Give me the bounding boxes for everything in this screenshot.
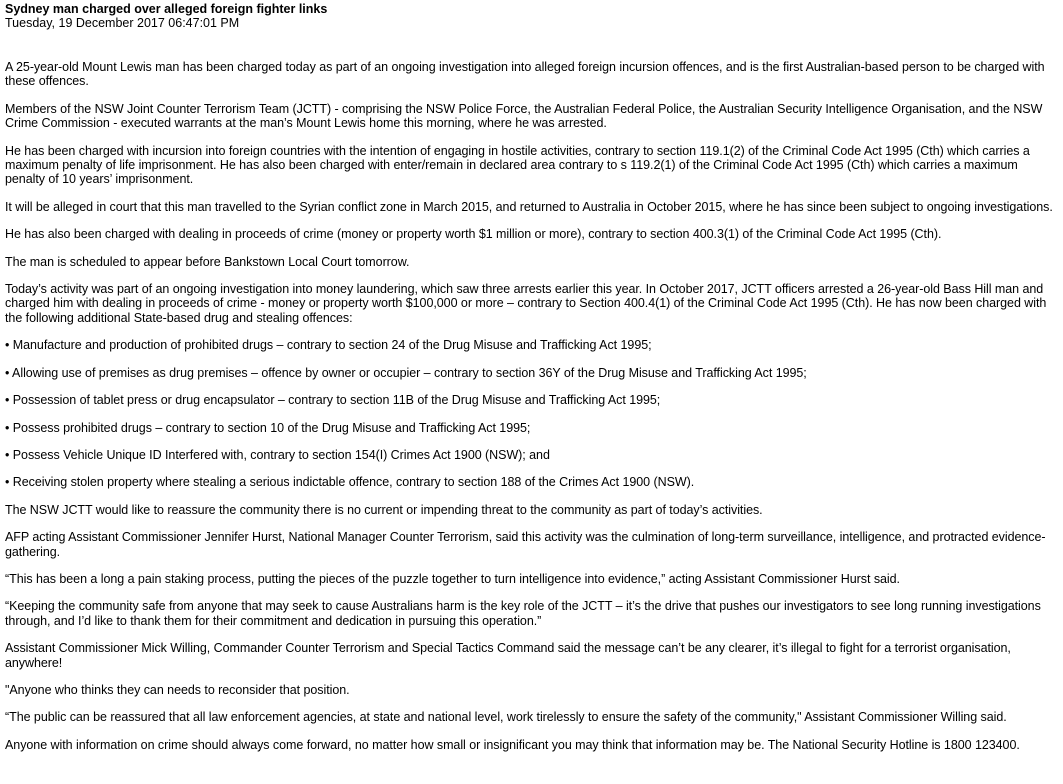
bullet-item: • Possession of tablet press or drug encapsulator – contrary to section 11B of the Drug Misuse and Trafficking Act 1995; bbox=[5, 393, 661, 408]
paragraph: Today’s activity was part of an ongoing investigation into money laundering, which saw three arrests earlier this year. In October 2017, JCTT officers arrested a 26-year-old Bass Hill man and charged him with dealing in proceeds of crime - money or property worth $100,000 or more – contrary to Section 400.4(1) of the Criminal Code Act 1995 (Cth). He has now been charged with the following additional State-based drug and stealing offences: bbox=[5, 282, 1047, 325]
paragraph: The NSW JCTT would like to reassure the community there is no current or impending threat to the community as part of today’s activities. bbox=[5, 502, 763, 517]
article-title: Sydney man charged over alleged foreign fighter links bbox=[5, 2, 328, 16]
paragraph: Anyone with information on crime should always come forward, no matter how small or insignificant you may think that information may be. The National Security Hotline is 1800 123400. bbox=[5, 737, 1020, 752]
paragraph: It will be alleged in court that this man travelled to the Syrian conflict zone in March 2015, and returned to Australia in October 2015, where he has since been subject to ongoing investigations. bbox=[5, 199, 1053, 214]
paragraph: He has also been charged with dealing in proceeds of crime (money or property worth $1 million or more), contrary to section 400.3(1) of the Criminal Code Act 1995 (Cth). bbox=[5, 227, 942, 242]
paragraph: Assistant Commissioner Mick Willing, Commander Counter Terrorism and Special Tactics Command said the message can’t be any clearer, it’s illegal to fight for a terrorist organisation, anywhere! bbox=[5, 641, 1011, 670]
quote-paragraph: "Anyone who thinks they can needs to reconsider that position. bbox=[5, 682, 350, 697]
article-date: Tuesday, 19 December 2017 06:47:01 PM bbox=[5, 16, 240, 30]
bullet-item: • Allowing use of premises as drug premises – offence by owner or occupier – contrary to section 36Y of the Drug Misuse and Trafficking Act 1995; bbox=[5, 365, 807, 380]
paragraph: The man is scheduled to appear before Bankstown Local Court tomorrow. bbox=[5, 254, 410, 269]
bullet-item: • Possess Vehicle Unique ID Interfered with, contrary to section 154(I) Crimes Act 1900 (NSW); and bbox=[5, 447, 550, 462]
bullet-item: • Manufacture and production of prohibited drugs – contrary to section 24 of the Drug Misuse and Trafficking Act 1995; bbox=[5, 338, 652, 353]
quote-paragraph: “This has been a long a pain staking process, putting the pieces of the puzzle together to turn intelligence into evidence,” acting Assistant Commissioner Hurst said. bbox=[5, 571, 900, 586]
paragraph: He has been charged with incursion into foreign countries with the intention of engaging in hostile activities, contrary to section 119.1(2) of the Criminal Code Act 1995 (Cth) which carries a maximum penalty of life imprisonment. He has also been charged with enter/remain in declared area contrary to s 119.2(1) of the Criminal Code Act 1995 (Cth) which carries a maximum penalty of 10 years’ imprisonment. bbox=[5, 143, 1030, 187]
paragraph: AFP acting Assistant Commissioner Jennifer Hurst, National Manager Counter Terrorism, said this activity was the culmination of long-term surveillance, intelligence, and protracted evidence-gathering. bbox=[5, 530, 1046, 559]
paragraph: Members of the NSW Joint Counter Terrorism Team (JCTT) - comprising the NSW Police Force, the Australian Federal Police, the Australian Security Intelligence Organisation, and the NSW Crime Commission - executed warrants at the man’s Mount Lewis home this morning, where he was arrested. bbox=[5, 101, 1043, 131]
bullet-item: • Possess prohibited drugs – contrary to section 10 of the Drug Misuse and Trafficking Act 1995; bbox=[5, 420, 531, 435]
article-body bbox=[5, 60, 1058, 752]
quote-paragraph: “The public can be reassured that all law enforcement agencies, at state and national level, work tirelessly to ensure the safety of the community," Assistant Commissioner Willing said. bbox=[5, 710, 1007, 725]
quote-paragraph: “Keeping the community safe from anyone that may seek to cause Australians harm is the key role of the JCTT – it’s the drive that pushes our investigators to see long running investigations through, and I’d like to thank them for their commitment and dedication in pursuing this operation.” bbox=[5, 599, 1041, 628]
paragraph: A 25-year-old Mount Lewis man has been charged today as part of an ongoing investigation into alleged foreign incursion offences, and is the first Australian-based person to be charged with these offences. bbox=[5, 60, 1045, 89]
bullet-item: • Receiving stolen property where stealing a serious indictable offence, contrary to section 188 of the Crimes Act 1900 (NSW). bbox=[5, 475, 695, 490]
